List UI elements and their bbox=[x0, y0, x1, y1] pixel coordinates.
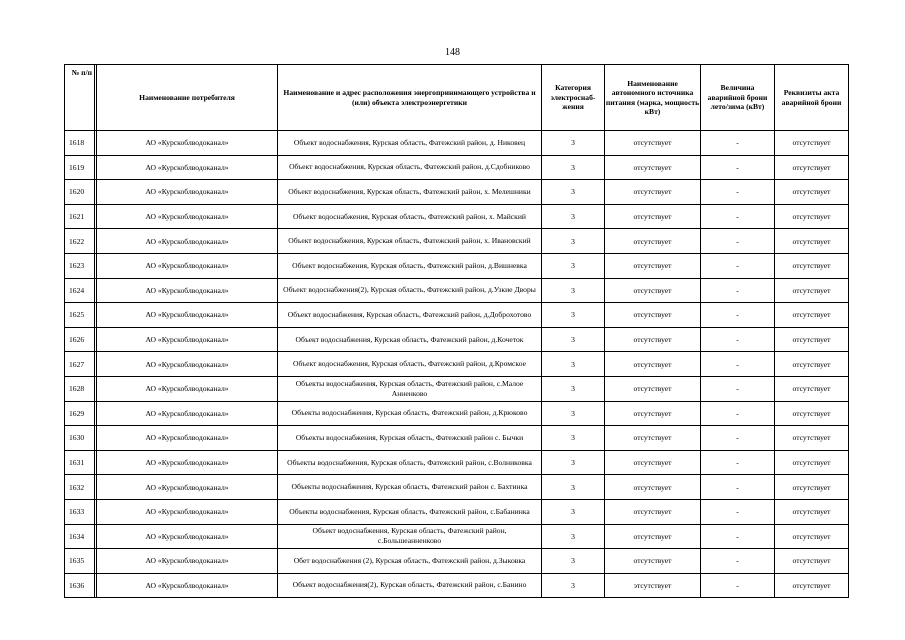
row-act-details: отсутствует bbox=[775, 155, 849, 180]
row-consumer: АО «Курскоблводоканал» bbox=[97, 426, 278, 451]
row-number: 1618 bbox=[65, 131, 95, 156]
row-reserve-value: - bbox=[701, 180, 775, 205]
table-row bbox=[65, 253, 849, 278]
row-power-source: отсутствует bbox=[605, 549, 701, 574]
row-act-details: отсутствует bbox=[775, 327, 849, 352]
row-power-source: отсутствует bbox=[605, 401, 701, 426]
row-number: 1623 bbox=[65, 253, 95, 278]
row-power-source: отсутствует bbox=[605, 278, 701, 303]
row-consumer: АО «Курскоблводоканал» bbox=[97, 401, 278, 426]
row-category: 3 bbox=[542, 549, 605, 574]
row-consumer: АО «Курскоблводоканал» bbox=[97, 475, 278, 500]
header-act-details: Реквизиты акта аварийной брони bbox=[775, 65, 849, 131]
row-consumer: АО «Курскоблводоканал» bbox=[97, 524, 278, 549]
row-address: Объекты водоснабжения, Курская область, Фатежский район, с.Малое Анненково bbox=[278, 376, 542, 401]
row-address: Обет водоснабжения (2), Курская область, Фатежский район, д.Зыковка bbox=[278, 549, 542, 574]
row-category: 3 bbox=[542, 475, 605, 500]
table-row bbox=[65, 131, 849, 156]
row-number: 1622 bbox=[65, 229, 95, 254]
row-reserve-value: - bbox=[701, 253, 775, 278]
page-number: 148 bbox=[445, 47, 460, 58]
row-reserve-value: - bbox=[701, 426, 775, 451]
row-power-source: отсутствует bbox=[605, 253, 701, 278]
table-row bbox=[65, 549, 849, 574]
row-act-details: отсутствует bbox=[775, 376, 849, 401]
row-number: 1625 bbox=[65, 303, 95, 328]
header-power-source: Наименование автономного источника питания (марка, мощность кВт) bbox=[605, 65, 701, 131]
row-number: 1624 bbox=[65, 278, 95, 303]
row-act-details: отсутствует bbox=[775, 253, 849, 278]
row-act-details: отсутствует bbox=[775, 401, 849, 426]
table-row bbox=[65, 204, 849, 229]
row-power-source: этсутствует bbox=[605, 573, 701, 598]
row-consumer: АО «Курскоблводоканал» bbox=[97, 327, 278, 352]
row-address: Объект водоснабжения, Курская область, Фатежский район, д.Вишневка bbox=[278, 253, 542, 278]
header-category: Категория электроснаб-жения bbox=[542, 65, 605, 131]
row-reserve-value: - bbox=[701, 278, 775, 303]
row-act-details: отсутствует bbox=[775, 180, 849, 205]
header-number: № п/п bbox=[65, 65, 95, 131]
row-category: 3 bbox=[542, 524, 605, 549]
row-act-details: отсутствует bbox=[775, 499, 849, 524]
table-row bbox=[65, 303, 849, 328]
row-reserve-value: - bbox=[701, 376, 775, 401]
row-address: Объект водоснабжения, Курская область, Фатежский район, д. Никовец bbox=[278, 131, 542, 156]
row-category: 3 bbox=[542, 376, 605, 401]
table-row bbox=[65, 352, 849, 377]
row-act-details: отсутствует bbox=[775, 549, 849, 574]
row-number: 1634 bbox=[65, 524, 95, 549]
row-consumer: АО «Курскоблводоканал» bbox=[97, 376, 278, 401]
table-row bbox=[65, 376, 849, 401]
row-category: 3 bbox=[542, 426, 605, 451]
table-row bbox=[65, 278, 849, 303]
row-consumer: АО «Курскоблводоканал» bbox=[97, 352, 278, 377]
row-address: Объект водоснабжения, Курская область, Фатежский район, х. Майский bbox=[278, 204, 542, 229]
row-power-source: отсутствует bbox=[605, 524, 701, 549]
row-consumer: АО «Курскоблводоканал» bbox=[97, 303, 278, 328]
row-power-source: отсутствует bbox=[605, 450, 701, 475]
header-consumer: Наименование потребителя bbox=[97, 65, 278, 131]
row-category: 3 bbox=[542, 450, 605, 475]
row-number: 1633 bbox=[65, 499, 95, 524]
row-consumer: АО «Курскоблводоканал» bbox=[97, 131, 278, 156]
row-consumer: АО «Курскоблводоканал» bbox=[97, 450, 278, 475]
table-row bbox=[65, 524, 849, 549]
row-consumer: АО «Курскоблводоканал» bbox=[97, 229, 278, 254]
table-row bbox=[65, 475, 849, 500]
header-reserve-value: Величина аварийной брони лето/зима (кВт) bbox=[701, 65, 775, 131]
row-act-details: отсутствует bbox=[775, 229, 849, 254]
row-act-details: отсутствует bbox=[775, 278, 849, 303]
row-reserve-value: - bbox=[701, 499, 775, 524]
row-consumer: АО «Курскоблводоканал» bbox=[97, 204, 278, 229]
table-row bbox=[65, 155, 849, 180]
row-address: Объекты водоснабжения, Курская область, Фатежский район, д.Крюково bbox=[278, 401, 542, 426]
row-reserve-value: - bbox=[701, 352, 775, 377]
row-power-source: отсутствует bbox=[605, 376, 701, 401]
row-category: 3 bbox=[542, 155, 605, 180]
row-address: Объект водоснабжения, Курская область, Фатежский район, д.Доброхотово bbox=[278, 303, 542, 328]
row-category: 3 bbox=[542, 573, 605, 598]
row-address: Объект водоснабжения(2), Курская область, Фатежский район, с.Банино bbox=[278, 573, 542, 598]
table-row bbox=[65, 180, 849, 205]
table-row bbox=[65, 499, 849, 524]
row-number: 1621 bbox=[65, 204, 95, 229]
row-category: 3 bbox=[542, 229, 605, 254]
row-reserve-value: - bbox=[701, 229, 775, 254]
row-address: Объект водоснабжения, Курская область, Фатежский район, х. Мелешники bbox=[278, 180, 542, 205]
row-category: 3 bbox=[542, 278, 605, 303]
row-reserve-value: - bbox=[701, 524, 775, 549]
row-power-source: отсутствует bbox=[605, 155, 701, 180]
row-address: Объект водоснабжения, Курская область, Фатежский район, д.Сдобниково bbox=[278, 155, 542, 180]
row-reserve-value: - bbox=[701, 327, 775, 352]
row-reserve-value: - bbox=[701, 549, 775, 574]
row-power-source: отсутствует bbox=[605, 475, 701, 500]
row-category: 3 bbox=[542, 327, 605, 352]
row-reserve-value: - bbox=[701, 573, 775, 598]
row-address: Объект водоснабжения, Курская область, Фатежский район, с.Большеанненково bbox=[278, 524, 542, 549]
row-reserve-value: - bbox=[701, 475, 775, 500]
row-act-details: отсутствует bbox=[775, 426, 849, 451]
table-row bbox=[65, 327, 849, 352]
row-act-details: отсутствует bbox=[775, 475, 849, 500]
row-consumer: АО «Курскоблводоканал» bbox=[97, 549, 278, 574]
row-act-details: отсутствует bbox=[775, 204, 849, 229]
table-row bbox=[65, 450, 849, 475]
row-power-source: отсутствует bbox=[605, 352, 701, 377]
row-number: 1620 bbox=[65, 180, 95, 205]
row-act-details: отсутствует bbox=[775, 450, 849, 475]
row-consumer: АО «Курскоблводоканал» bbox=[97, 180, 278, 205]
row-consumer: АО «Курскоблводоканал» bbox=[97, 253, 278, 278]
row-category: 3 bbox=[542, 401, 605, 426]
row-address: Объекты водоснабжения, Курская область, Фатежский район, с.Бабанинка bbox=[278, 499, 542, 524]
table-row bbox=[65, 401, 849, 426]
row-number: 1636 bbox=[65, 573, 95, 598]
row-power-source: отсутствует bbox=[605, 327, 701, 352]
row-address: Объекты водоснабжения, Курская область, Фатежский район с. Бахтинка bbox=[278, 475, 542, 500]
row-power-source: отсутствует bbox=[605, 180, 701, 205]
row-number: 1627 bbox=[65, 352, 95, 377]
row-consumer: АО «Курскоблводоканал» bbox=[97, 573, 278, 598]
header-row bbox=[65, 65, 849, 131]
row-power-source: отсутствует bbox=[605, 499, 701, 524]
row-reserve-value: - bbox=[701, 204, 775, 229]
row-address: Объекты водоснабжения, Курская область, Фатежский район с. Бычки bbox=[278, 426, 542, 451]
row-power-source: отсутствует bbox=[605, 426, 701, 451]
row-number: 1619 bbox=[65, 155, 95, 180]
row-consumer: АО «Курскоблводоканал» bbox=[97, 155, 278, 180]
row-act-details: отсутствует bbox=[775, 524, 849, 549]
row-reserve-value: - bbox=[701, 155, 775, 180]
row-reserve-value: - bbox=[701, 450, 775, 475]
row-address: Объект водоснабжения, Курская область, Фатежский район, д.Кочеток bbox=[278, 327, 542, 352]
row-category: 3 bbox=[542, 204, 605, 229]
row-category: 3 bbox=[542, 131, 605, 156]
table-row bbox=[65, 229, 849, 254]
row-address: Объекты водоснабжения, Курская область, Фатежский район, с.Волниковка bbox=[278, 450, 542, 475]
table-row bbox=[65, 573, 849, 598]
row-category: 3 bbox=[542, 180, 605, 205]
row-category: 3 bbox=[542, 303, 605, 328]
row-number: 1632 bbox=[65, 475, 95, 500]
power-reserve-table bbox=[64, 64, 849, 598]
row-address: Объект водоснабжения, Курская область, Фатежский район, х. Ивановский bbox=[278, 229, 542, 254]
row-number: 1630 bbox=[65, 426, 95, 451]
row-power-source: отсутствует bbox=[605, 204, 701, 229]
row-address: Объект водоснабжения, Курская область, Фатежский район, д.Кромское bbox=[278, 352, 542, 377]
row-number: 1631 bbox=[65, 450, 95, 475]
row-power-source: отсутствует bbox=[605, 303, 701, 328]
row-power-source: отсутствует bbox=[605, 229, 701, 254]
row-category: 3 bbox=[542, 352, 605, 377]
row-reserve-value: - bbox=[701, 401, 775, 426]
row-number: 1628 bbox=[65, 376, 95, 401]
row-number: 1629 bbox=[65, 401, 95, 426]
header-address: Наименование и адрес расположения энергопринимающего устройства и (или) объекта электроэнергетики bbox=[278, 65, 542, 131]
row-reserve-value: - bbox=[701, 131, 775, 156]
row-number: 1626 bbox=[65, 327, 95, 352]
row-act-details: отсутствует bbox=[775, 352, 849, 377]
row-category: 3 bbox=[542, 499, 605, 524]
row-consumer: АО «Курскоблводоканал» bbox=[97, 499, 278, 524]
table-row bbox=[65, 426, 849, 451]
row-act-details: отсутствует bbox=[775, 131, 849, 156]
row-consumer: АО «Курскоблводоканал» bbox=[97, 278, 278, 303]
row-act-details: отсутствует bbox=[775, 573, 849, 598]
row-act-details: отсутствует bbox=[775, 303, 849, 328]
row-category: 3 bbox=[542, 253, 605, 278]
row-number: 1635 bbox=[65, 549, 95, 574]
row-reserve-value: - bbox=[701, 303, 775, 328]
row-power-source: отсутствует bbox=[605, 131, 701, 156]
row-address: Объект водоснабжения(2), Курская область, Фатежский район, д.Узкие Дворы bbox=[278, 278, 542, 303]
